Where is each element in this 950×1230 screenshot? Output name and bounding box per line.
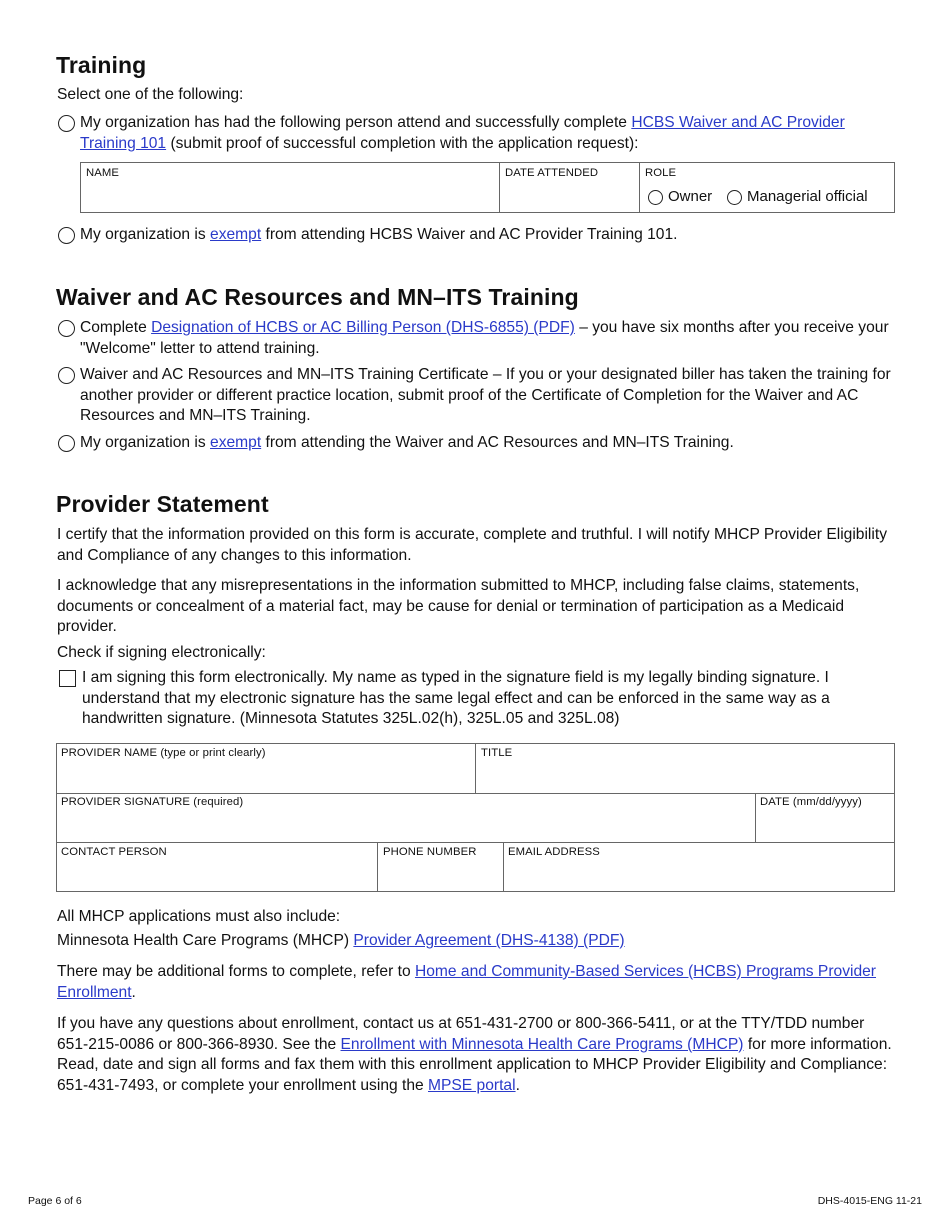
provider-name-field[interactable]: [57, 744, 475, 793]
provider-agreement-link[interactable]: Provider Agreement (DHS-4138) (PDF): [353, 932, 625, 949]
mpse-portal-link[interactable]: MPSE portal: [428, 1076, 516, 1094]
date-attended-field[interactable]: [500, 163, 639, 213]
role-column-label: ROLE: [645, 167, 677, 179]
designation-billing-person-link[interactable]: Designation of HCBS or AC Billing Person (DHS-6855) (PDF): [151, 319, 575, 336]
esign-checkbox[interactable]: [59, 670, 76, 687]
role-owner-radio[interactable]: [648, 190, 663, 205]
additional-forms-text: There may be additional forms to complete, refer to Home and Community-Based Services (HCBS) Programs Provider Enrollment.: [57, 963, 876, 1001]
waiver-option-certificate-radio[interactable]: [58, 367, 75, 384]
date-label: DATE (mm/dd/yyyy): [760, 796, 862, 808]
training-option-attended-label: My organization has had the following person attend and successfully complete HCBS Waiver and AC Provider Training 101 (submit proof of successful completion with the application request):: [80, 114, 845, 152]
statement-para-certify: I certify that the information provided on this form is accurate, complete and truthful. I will notify MHCP Provider Eligibility and Compliance of any changes to this information.: [57, 526, 887, 564]
date-field[interactable]: [756, 794, 895, 842]
questions-text: If you have any questions about enrollment, contact us at 651-431-2700 or 800-366-5411, or at the TTY/TDD number 651-215-0086 or 800-366-8930. See the Enrollment with Minnesota Health Care Programs (MHCP) for more information. Read, date and sign all forms and fax them with this enrollment application to MHCP Provider Eligibility and Compliance: 651-431-7493, or complete your enrollment using the MPSE portal.: [57, 1015, 892, 1094]
training-option-exempt-label: My organization is exempt from attending HCBS Waiver and AC Provider Training 101.: [80, 226, 678, 243]
waiver-option-exempt-radio[interactable]: [58, 435, 75, 452]
provider-statement-heading: Provider Statement: [56, 491, 269, 517]
attendee-name-field[interactable]: [81, 163, 499, 213]
waiver-option-exempt-label: My organization is exempt from attending the Waiver and AC Resources and MN–ITS Training.: [80, 434, 734, 451]
contact-person-field[interactable]: [57, 843, 377, 892]
role-managerial-label: Managerial official: [747, 188, 868, 205]
waiver-option-designation-radio[interactable]: [58, 320, 75, 337]
waiver-exempt-link[interactable]: exempt: [210, 434, 262, 451]
training-instruction: Select one of the following:: [57, 86, 244, 103]
training-option-exempt-radio[interactable]: [58, 227, 75, 244]
check-prompt: Check if signing electronically:: [57, 644, 266, 661]
title-field[interactable]: [476, 744, 895, 793]
provider-name-label: PROVIDER NAME (type or print clearly): [61, 747, 266, 759]
email-address-label: EMAIL ADDRESS: [508, 846, 600, 858]
email-address-field[interactable]: [504, 843, 895, 892]
hcbs-enrollment-link[interactable]: Home and Community-Based Services (HCBS) Programs Provider Enrollment: [57, 963, 876, 1001]
title-label: TITLE: [481, 747, 513, 759]
provider-signature-field[interactable]: [57, 794, 755, 842]
esign-label: I am signing this form electronically. My name as typed in the signature field is my legally binding signature. I understand that my electronic signature has the same legal effect and can be enforced in the same way as a handwritten signature. (Minnesota Statutes 325L.02(h), 325L.05 and 325L.08): [82, 669, 830, 727]
mhcp-enrollment-link[interactable]: Enrollment with Minnesota Health Care Programs (MHCP): [340, 1035, 744, 1053]
provider-agreement-line: Minnesota Health Care Programs (MHCP) Provider Agreement (DHS-4138) (PDF): [57, 932, 625, 949]
role-owner-label: Owner: [668, 188, 713, 205]
training-exempt-link[interactable]: exempt: [210, 226, 262, 243]
role-managerial-radio[interactable]: [727, 190, 742, 205]
training-attendee-table: [80, 162, 895, 213]
statement-para-acknowledge: I acknowledge that any misrepresentations in the information submitted to MHCP, including false claims, statements, documents or concealment of a material fact, may be cause for denial or termination of participation as a Medicaid provider.: [57, 577, 860, 635]
hcbs-training-101-link[interactable]: HCBS Waiver and AC Provider Training 101: [80, 114, 845, 152]
training-heading: Training: [56, 52, 147, 78]
page-number: Page 6 of 6: [28, 1195, 82, 1207]
name-column-label: NAME: [86, 167, 120, 179]
provider-signature-table: [56, 743, 895, 892]
form-id: DHS-4015-ENG 11-21: [817, 1195, 922, 1207]
also-include-text: All MHCP applications must also include:: [57, 908, 341, 925]
waiver-option-certificate-label: Waiver and AC Resources and MN–ITS Training Certificate – If you or your designated biller has taken the training for another provider or different practice location, submit proof of the Certificate of Completion for the Waiver and AC Resources and MN–ITS Training.: [80, 366, 891, 424]
waiver-option-designation-label: Complete Designation of HCBS or AC Billing Person (DHS-6855) (PDF) – you have six months after you receive your "Welcome" letter to attend training.: [80, 319, 889, 357]
contact-person-label: CONTACT PERSON: [61, 846, 167, 858]
provider-signature-label: PROVIDER SIGNATURE (required): [61, 796, 244, 808]
phone-number-label: PHONE NUMBER: [383, 846, 477, 858]
phone-number-field[interactable]: [378, 843, 503, 892]
waiver-heading: Waiver and AC Resources and MN–ITS Training: [56, 284, 579, 310]
date-attended-column-label: DATE ATTENDED: [505, 167, 599, 179]
training-option-attended-radio[interactable]: [58, 115, 75, 132]
